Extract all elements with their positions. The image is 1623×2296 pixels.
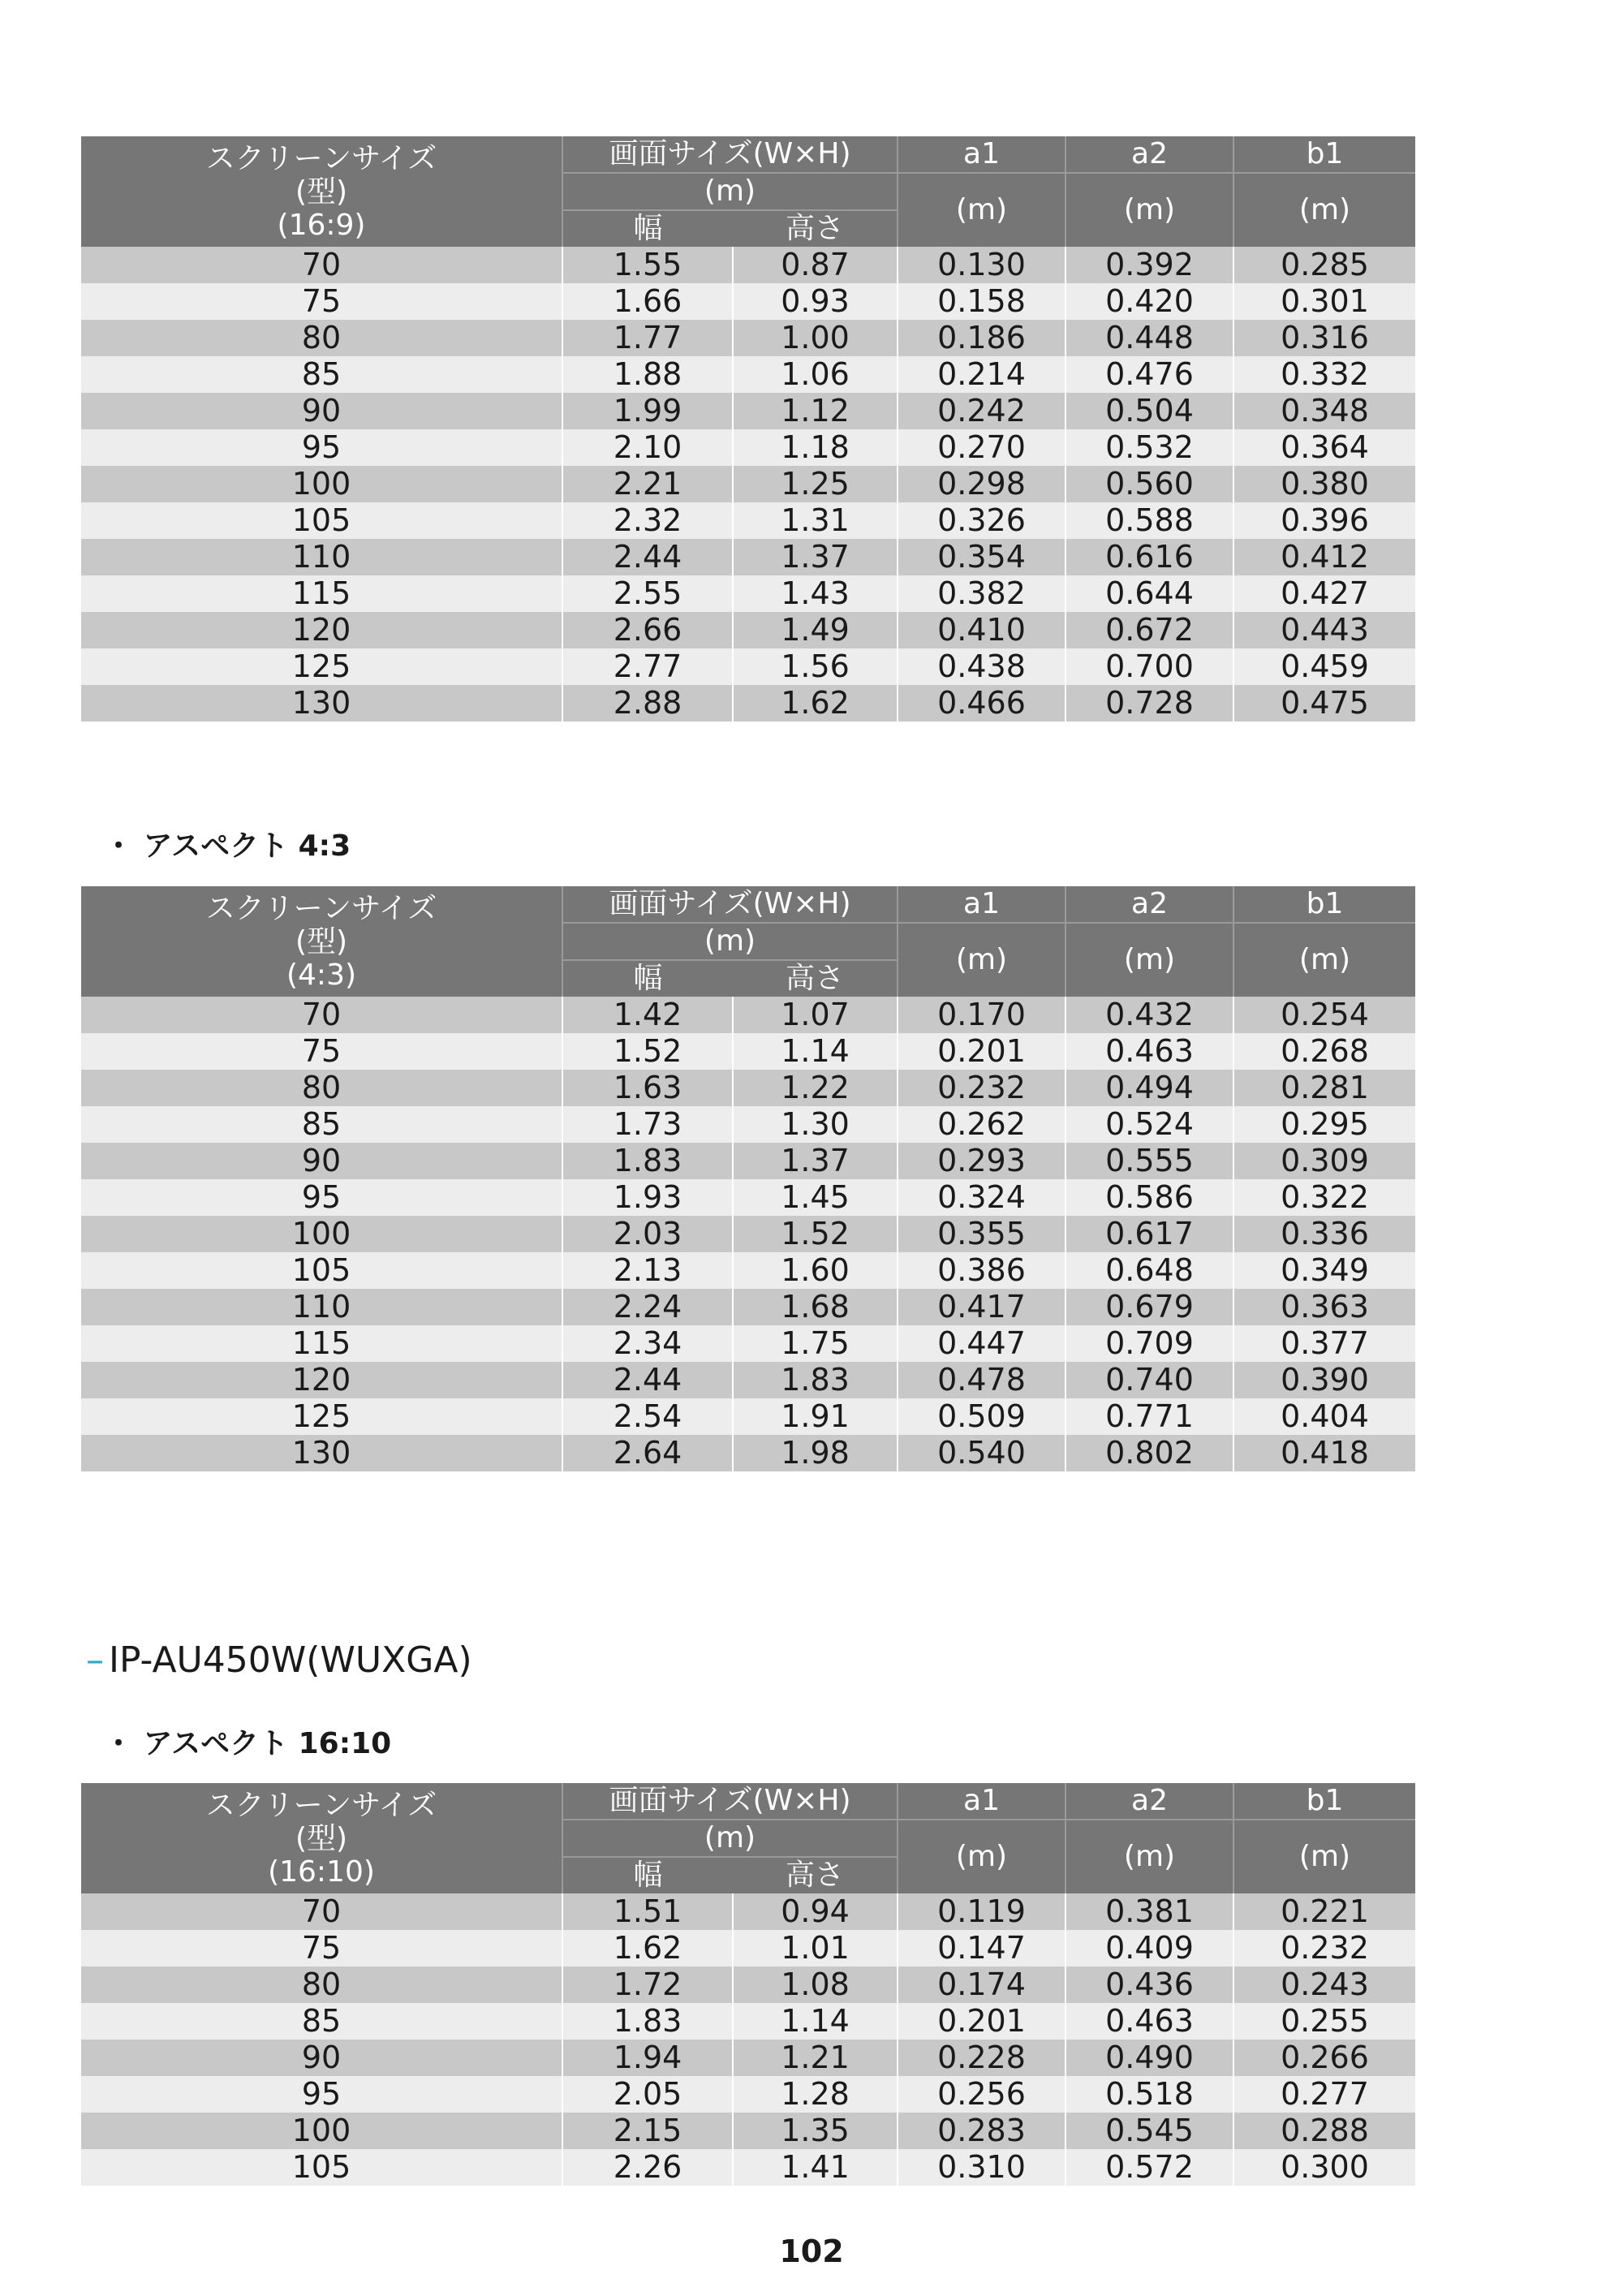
a2-cell: 0.448 xyxy=(1065,320,1233,356)
b1-cell: 0.475 xyxy=(1233,685,1415,722)
a1-cell: 0.417 xyxy=(898,1289,1065,1325)
b1-cell: 0.443 xyxy=(1233,612,1415,648)
table-row xyxy=(81,1033,1415,1070)
a1-cell: 0.201 xyxy=(898,1033,1065,1070)
a1-cell: 0.242 xyxy=(898,393,1065,429)
a1-cell: 0.410 xyxy=(898,612,1065,648)
width-cell: 2.88 xyxy=(562,685,733,722)
screen-size-header: スクリーンサイズ (型) (16:10) xyxy=(81,1783,562,1893)
width-cell: 2.13 xyxy=(562,1252,733,1289)
table-row xyxy=(81,1216,1415,1252)
a1-cell: 0.310 xyxy=(898,2149,1065,2186)
screen-size-cell: 85 xyxy=(81,2003,562,2040)
b1-cell: 0.404 xyxy=(1233,1398,1415,1435)
screen-size-cell: 125 xyxy=(81,648,562,685)
height-cell: 1.60 xyxy=(733,1252,898,1289)
b1-cell: 0.336 xyxy=(1233,1216,1415,1252)
table-row xyxy=(81,466,1415,502)
table-row xyxy=(81,1325,1415,1362)
image-size-header: 画面サイズ(W×H) xyxy=(562,136,898,173)
height-cell: 1.30 xyxy=(733,1106,898,1143)
a1-header: a1 xyxy=(898,136,1065,173)
screen-size-cell: 85 xyxy=(81,1106,562,1143)
a1-cell: 0.324 xyxy=(898,1179,1065,1216)
height-cell: 1.22 xyxy=(733,1070,898,1106)
a2-unit: (m) xyxy=(1065,173,1233,247)
height-cell: 1.25 xyxy=(733,466,898,502)
b1-cell: 0.427 xyxy=(1233,575,1415,612)
screen-size-cell: 75 xyxy=(81,1033,562,1070)
a1-cell: 0.214 xyxy=(898,356,1065,393)
a2-cell: 0.409 xyxy=(1065,1930,1233,1966)
a2-header: a2 xyxy=(1065,136,1233,173)
a1-cell: 0.478 xyxy=(898,1362,1065,1398)
a1-cell: 0.355 xyxy=(898,1216,1065,1252)
b1-cell: 0.316 xyxy=(1233,320,1415,356)
b1-cell: 0.281 xyxy=(1233,1070,1415,1106)
height-cell: 1.37 xyxy=(733,1143,898,1179)
b1-cell: 0.309 xyxy=(1233,1143,1415,1179)
b1-cell: 0.285 xyxy=(1233,247,1415,283)
a2-cell: 0.560 xyxy=(1065,466,1233,502)
width-cell: 2.77 xyxy=(562,648,733,685)
width-cell: 1.77 xyxy=(562,320,733,356)
width-cell: 1.62 xyxy=(562,1930,733,1966)
screen-size-cell: 95 xyxy=(81,429,562,466)
table-row xyxy=(81,1070,1415,1106)
table-row xyxy=(81,1252,1415,1289)
image-size-header: 画面サイズ(W×H) xyxy=(562,1783,898,1820)
section-title: – IP-AU450W(WUXGA) xyxy=(86,1639,472,1681)
width-cell: 2.10 xyxy=(562,429,733,466)
table-row xyxy=(81,1106,1415,1143)
screen-size-cell: 90 xyxy=(81,1143,562,1179)
table-row xyxy=(81,2113,1415,2149)
b1-cell: 0.322 xyxy=(1233,1179,1415,1216)
b1-unit: (m) xyxy=(1233,1820,1415,1893)
screen-size-cell: 130 xyxy=(81,685,562,722)
screen-size-cell: 70 xyxy=(81,1893,562,1930)
height-cell: 1.28 xyxy=(733,2076,898,2113)
width-cell: 1.55 xyxy=(562,247,733,283)
height-cell: 0.94 xyxy=(733,1893,898,1930)
page-number: 102 xyxy=(779,2234,844,2269)
b1-cell: 0.390 xyxy=(1233,1362,1415,1398)
width-cell: 2.05 xyxy=(562,2076,733,2113)
screen-size-cell: 80 xyxy=(81,1070,562,1106)
a2-header: a2 xyxy=(1065,1783,1233,1820)
table-row xyxy=(81,575,1415,612)
width-cell: 2.24 xyxy=(562,1289,733,1325)
height-cell: 1.07 xyxy=(733,997,898,1033)
table-row xyxy=(81,356,1415,393)
a1-cell: 0.540 xyxy=(898,1435,1065,1471)
height-cell: 1.00 xyxy=(733,320,898,356)
b1-unit: (m) xyxy=(1233,173,1415,247)
screen-size-cell: 95 xyxy=(81,1179,562,1216)
table-row xyxy=(81,685,1415,722)
width-cell: 2.03 xyxy=(562,1216,733,1252)
width-cell: 1.51 xyxy=(562,1893,733,1930)
height-cell: 1.31 xyxy=(733,502,898,539)
table-row xyxy=(81,1143,1415,1179)
height-cell: 1.83 xyxy=(733,1362,898,1398)
a2-cell: 0.524 xyxy=(1065,1106,1233,1143)
aspect-heading-16-10: ・ アスペクト 16:10 xyxy=(104,1727,392,1760)
a2-unit: (m) xyxy=(1065,923,1233,997)
height-cell: 1.35 xyxy=(733,2113,898,2149)
table-row xyxy=(81,612,1415,648)
b1-unit: (m) xyxy=(1233,923,1415,997)
a2-cell: 0.545 xyxy=(1065,2113,1233,2149)
a2-cell: 0.572 xyxy=(1065,2149,1233,2186)
screen-size-cell: 100 xyxy=(81,2113,562,2149)
a2-cell: 0.700 xyxy=(1065,648,1233,685)
a1-cell: 0.232 xyxy=(898,1070,1065,1106)
a1-cell: 0.270 xyxy=(898,429,1065,466)
width-cell: 1.66 xyxy=(562,283,733,320)
image-size-header: 画面サイズ(W×H) xyxy=(562,886,898,923)
table-row xyxy=(81,1893,1415,1930)
section-dash: – xyxy=(86,1639,104,1681)
table-row xyxy=(81,2040,1415,2076)
table-row xyxy=(81,997,1415,1033)
a2-cell: 0.802 xyxy=(1065,1435,1233,1471)
screen-size-cell: 100 xyxy=(81,1216,562,1252)
height-cell: 1.21 xyxy=(733,2040,898,2076)
height-cell: 1.98 xyxy=(733,1435,898,1471)
a2-cell: 0.617 xyxy=(1065,1216,1233,1252)
b1-cell: 0.255 xyxy=(1233,2003,1415,2040)
a2-header: a2 xyxy=(1065,886,1233,923)
a2-cell: 0.436 xyxy=(1065,1966,1233,2003)
width-cell: 2.21 xyxy=(562,466,733,502)
a2-cell: 0.555 xyxy=(1065,1143,1233,1179)
table-row xyxy=(81,2003,1415,2040)
a2-cell: 0.532 xyxy=(1065,429,1233,466)
a2-cell: 0.771 xyxy=(1065,1398,1233,1435)
image-size-unit: (m) xyxy=(562,923,898,960)
a2-unit: (m) xyxy=(1065,1820,1233,1893)
screen-size-cell: 115 xyxy=(81,575,562,612)
a2-cell: 0.644 xyxy=(1065,575,1233,612)
a2-cell: 0.588 xyxy=(1065,502,1233,539)
table-row xyxy=(81,320,1415,356)
height-cell: 1.91 xyxy=(733,1398,898,1435)
width-cell: 2.54 xyxy=(562,1398,733,1435)
screen-size-cell: 95 xyxy=(81,2076,562,2113)
screen-size-cell: 120 xyxy=(81,612,562,648)
a2-cell: 0.476 xyxy=(1065,356,1233,393)
image-size-unit: (m) xyxy=(562,1820,898,1857)
table-row xyxy=(81,429,1415,466)
b1-cell: 0.268 xyxy=(1233,1033,1415,1070)
b1-cell: 0.301 xyxy=(1233,283,1415,320)
a1-cell: 0.256 xyxy=(898,2076,1065,2113)
height-cell: 1.08 xyxy=(733,1966,898,2003)
b1-cell: 0.295 xyxy=(1233,1106,1415,1143)
height-cell: 1.18 xyxy=(733,429,898,466)
table-row xyxy=(81,283,1415,320)
a1-cell: 0.228 xyxy=(898,2040,1065,2076)
height-cell: 1.68 xyxy=(733,1289,898,1325)
height-cell: 1.62 xyxy=(733,685,898,722)
b1-cell: 0.364 xyxy=(1233,429,1415,466)
screen-size-cell: 130 xyxy=(81,1435,562,1471)
b1-header: b1 xyxy=(1233,1783,1415,1820)
b1-cell: 0.459 xyxy=(1233,648,1415,685)
a1-cell: 0.147 xyxy=(898,1930,1065,1966)
width-header: 幅 xyxy=(562,1857,733,1893)
a1-unit: (m) xyxy=(898,1820,1065,1893)
table-row xyxy=(81,393,1415,429)
b1-cell: 0.377 xyxy=(1233,1325,1415,1362)
height-cell: 1.14 xyxy=(733,1033,898,1070)
table-row xyxy=(81,1966,1415,2003)
image-size-unit: (m) xyxy=(562,173,898,210)
b1-cell: 0.348 xyxy=(1233,393,1415,429)
height-header: 高さ xyxy=(733,210,898,247)
b1-cell: 0.349 xyxy=(1233,1252,1415,1289)
table-row xyxy=(81,1362,1415,1398)
width-cell: 1.99 xyxy=(562,393,733,429)
b1-cell: 0.332 xyxy=(1233,356,1415,393)
a1-cell: 0.262 xyxy=(898,1106,1065,1143)
a1-cell: 0.447 xyxy=(898,1325,1065,1362)
screen-size-cell: 80 xyxy=(81,320,562,356)
b1-cell: 0.232 xyxy=(1233,1930,1415,1966)
width-cell: 1.63 xyxy=(562,1070,733,1106)
screen-size-table-16-10 xyxy=(81,1783,1415,2186)
a1-cell: 0.130 xyxy=(898,247,1065,283)
height-cell: 1.14 xyxy=(733,2003,898,2040)
table-row xyxy=(81,648,1415,685)
table-row xyxy=(81,1435,1415,1471)
width-cell: 2.32 xyxy=(562,502,733,539)
height-cell: 1.41 xyxy=(733,2149,898,2186)
table-row xyxy=(81,1398,1415,1435)
b1-cell: 0.412 xyxy=(1233,539,1415,575)
height-header: 高さ xyxy=(733,1857,898,1893)
width-cell: 2.55 xyxy=(562,575,733,612)
a1-cell: 0.382 xyxy=(898,575,1065,612)
screen-size-cell: 105 xyxy=(81,2149,562,2186)
a1-cell: 0.283 xyxy=(898,2113,1065,2149)
b1-cell: 0.254 xyxy=(1233,997,1415,1033)
table-row xyxy=(81,247,1415,283)
a1-cell: 0.326 xyxy=(898,502,1065,539)
b1-cell: 0.300 xyxy=(1233,2149,1415,2186)
width-cell: 1.72 xyxy=(562,1966,733,2003)
a2-cell: 0.494 xyxy=(1065,1070,1233,1106)
height-cell: 0.87 xyxy=(733,247,898,283)
a2-cell: 0.432 xyxy=(1065,997,1233,1033)
width-cell: 1.42 xyxy=(562,997,733,1033)
b1-cell: 0.396 xyxy=(1233,502,1415,539)
a2-cell: 0.381 xyxy=(1065,1893,1233,1930)
a2-cell: 0.518 xyxy=(1065,2076,1233,2113)
table-row xyxy=(81,1930,1415,1966)
a2-cell: 0.463 xyxy=(1065,1033,1233,1070)
width-cell: 1.94 xyxy=(562,2040,733,2076)
a1-cell: 0.386 xyxy=(898,1252,1065,1289)
width-cell: 1.73 xyxy=(562,1106,733,1143)
screen-size-table-4-3 xyxy=(81,886,1415,1471)
height-cell: 1.49 xyxy=(733,612,898,648)
width-cell: 2.44 xyxy=(562,1362,733,1398)
aspect-heading-4-3: ・ アスペクト 4:3 xyxy=(104,829,351,863)
a1-cell: 0.438 xyxy=(898,648,1065,685)
table-row xyxy=(81,502,1415,539)
b1-cell: 0.380 xyxy=(1233,466,1415,502)
a2-cell: 0.709 xyxy=(1065,1325,1233,1362)
height-cell: 1.12 xyxy=(733,393,898,429)
a2-cell: 0.616 xyxy=(1065,539,1233,575)
a2-cell: 0.463 xyxy=(1065,2003,1233,2040)
table-row xyxy=(81,1179,1415,1216)
b1-cell: 0.221 xyxy=(1233,1893,1415,1930)
height-cell: 1.37 xyxy=(733,539,898,575)
width-header: 幅 xyxy=(562,960,733,997)
screen-size-table-16-9 xyxy=(81,136,1415,722)
a1-unit: (m) xyxy=(898,923,1065,997)
width-cell: 1.83 xyxy=(562,1143,733,1179)
height-cell: 0.93 xyxy=(733,283,898,320)
width-cell: 2.15 xyxy=(562,2113,733,2149)
screen-size-cell: 90 xyxy=(81,2040,562,2076)
width-cell: 1.88 xyxy=(562,356,733,393)
b1-cell: 0.243 xyxy=(1233,1966,1415,2003)
a1-cell: 0.170 xyxy=(898,997,1065,1033)
a1-unit: (m) xyxy=(898,173,1065,247)
width-cell: 1.52 xyxy=(562,1033,733,1070)
screen-size-header: スクリーンサイズ (型) (16:9) xyxy=(81,136,562,247)
a2-cell: 0.504 xyxy=(1065,393,1233,429)
table-row xyxy=(81,2149,1415,2186)
width-cell: 2.66 xyxy=(562,612,733,648)
screen-size-cell: 100 xyxy=(81,466,562,502)
width-cell: 1.83 xyxy=(562,2003,733,2040)
width-cell: 2.64 xyxy=(562,1435,733,1471)
height-cell: 1.52 xyxy=(733,1216,898,1252)
screen-size-cell: 90 xyxy=(81,393,562,429)
a1-cell: 0.293 xyxy=(898,1143,1065,1179)
a1-cell: 0.186 xyxy=(898,320,1065,356)
screen-size-cell: 75 xyxy=(81,283,562,320)
a2-cell: 0.648 xyxy=(1065,1252,1233,1289)
width-cell: 2.26 xyxy=(562,2149,733,2186)
screen-size-cell: 75 xyxy=(81,1930,562,1966)
height-cell: 1.06 xyxy=(733,356,898,393)
screen-size-cell: 105 xyxy=(81,502,562,539)
a1-header: a1 xyxy=(898,1783,1065,1820)
screen-size-cell: 120 xyxy=(81,1362,562,1398)
b1-header: b1 xyxy=(1233,886,1415,923)
screen-size-cell: 80 xyxy=(81,1966,562,2003)
height-cell: 1.75 xyxy=(733,1325,898,1362)
a1-cell: 0.158 xyxy=(898,283,1065,320)
screen-size-cell: 70 xyxy=(81,247,562,283)
a1-cell: 0.466 xyxy=(898,685,1065,722)
height-cell: 1.43 xyxy=(733,575,898,612)
table-row xyxy=(81,2076,1415,2113)
height-cell: 1.01 xyxy=(733,1930,898,1966)
a2-cell: 0.490 xyxy=(1065,2040,1233,2076)
a2-cell: 0.672 xyxy=(1065,612,1233,648)
a2-cell: 0.679 xyxy=(1065,1289,1233,1325)
a2-cell: 0.420 xyxy=(1065,283,1233,320)
a2-cell: 0.728 xyxy=(1065,685,1233,722)
height-cell: 1.56 xyxy=(733,648,898,685)
b1-cell: 0.266 xyxy=(1233,2040,1415,2076)
screen-size-cell: 105 xyxy=(81,1252,562,1289)
a2-cell: 0.740 xyxy=(1065,1362,1233,1398)
a1-cell: 0.201 xyxy=(898,2003,1065,2040)
screen-size-header: スクリーンサイズ (型) (4:3) xyxy=(81,886,562,997)
a1-cell: 0.509 xyxy=(898,1398,1065,1435)
b1-cell: 0.363 xyxy=(1233,1289,1415,1325)
screen-size-cell: 125 xyxy=(81,1398,562,1435)
a1-header: a1 xyxy=(898,886,1065,923)
table-row xyxy=(81,1289,1415,1325)
a1-cell: 0.298 xyxy=(898,466,1065,502)
b1-cell: 0.288 xyxy=(1233,2113,1415,2149)
screen-size-cell: 70 xyxy=(81,997,562,1033)
height-header: 高さ xyxy=(733,960,898,997)
a2-cell: 0.392 xyxy=(1065,247,1233,283)
a1-cell: 0.119 xyxy=(898,1893,1065,1930)
screen-size-cell: 115 xyxy=(81,1325,562,1362)
screen-size-cell: 85 xyxy=(81,356,562,393)
width-header: 幅 xyxy=(562,210,733,247)
height-cell: 1.45 xyxy=(733,1179,898,1216)
table-row xyxy=(81,539,1415,575)
width-cell: 1.93 xyxy=(562,1179,733,1216)
width-cell: 2.44 xyxy=(562,539,733,575)
b1-cell: 0.418 xyxy=(1233,1435,1415,1471)
a1-cell: 0.174 xyxy=(898,1966,1065,2003)
screen-size-cell: 110 xyxy=(81,539,562,575)
a1-cell: 0.354 xyxy=(898,539,1065,575)
a2-cell: 0.586 xyxy=(1065,1179,1233,1216)
b1-cell: 0.277 xyxy=(1233,2076,1415,2113)
screen-size-cell: 110 xyxy=(81,1289,562,1325)
width-cell: 2.34 xyxy=(562,1325,733,1362)
b1-header: b1 xyxy=(1233,136,1415,173)
